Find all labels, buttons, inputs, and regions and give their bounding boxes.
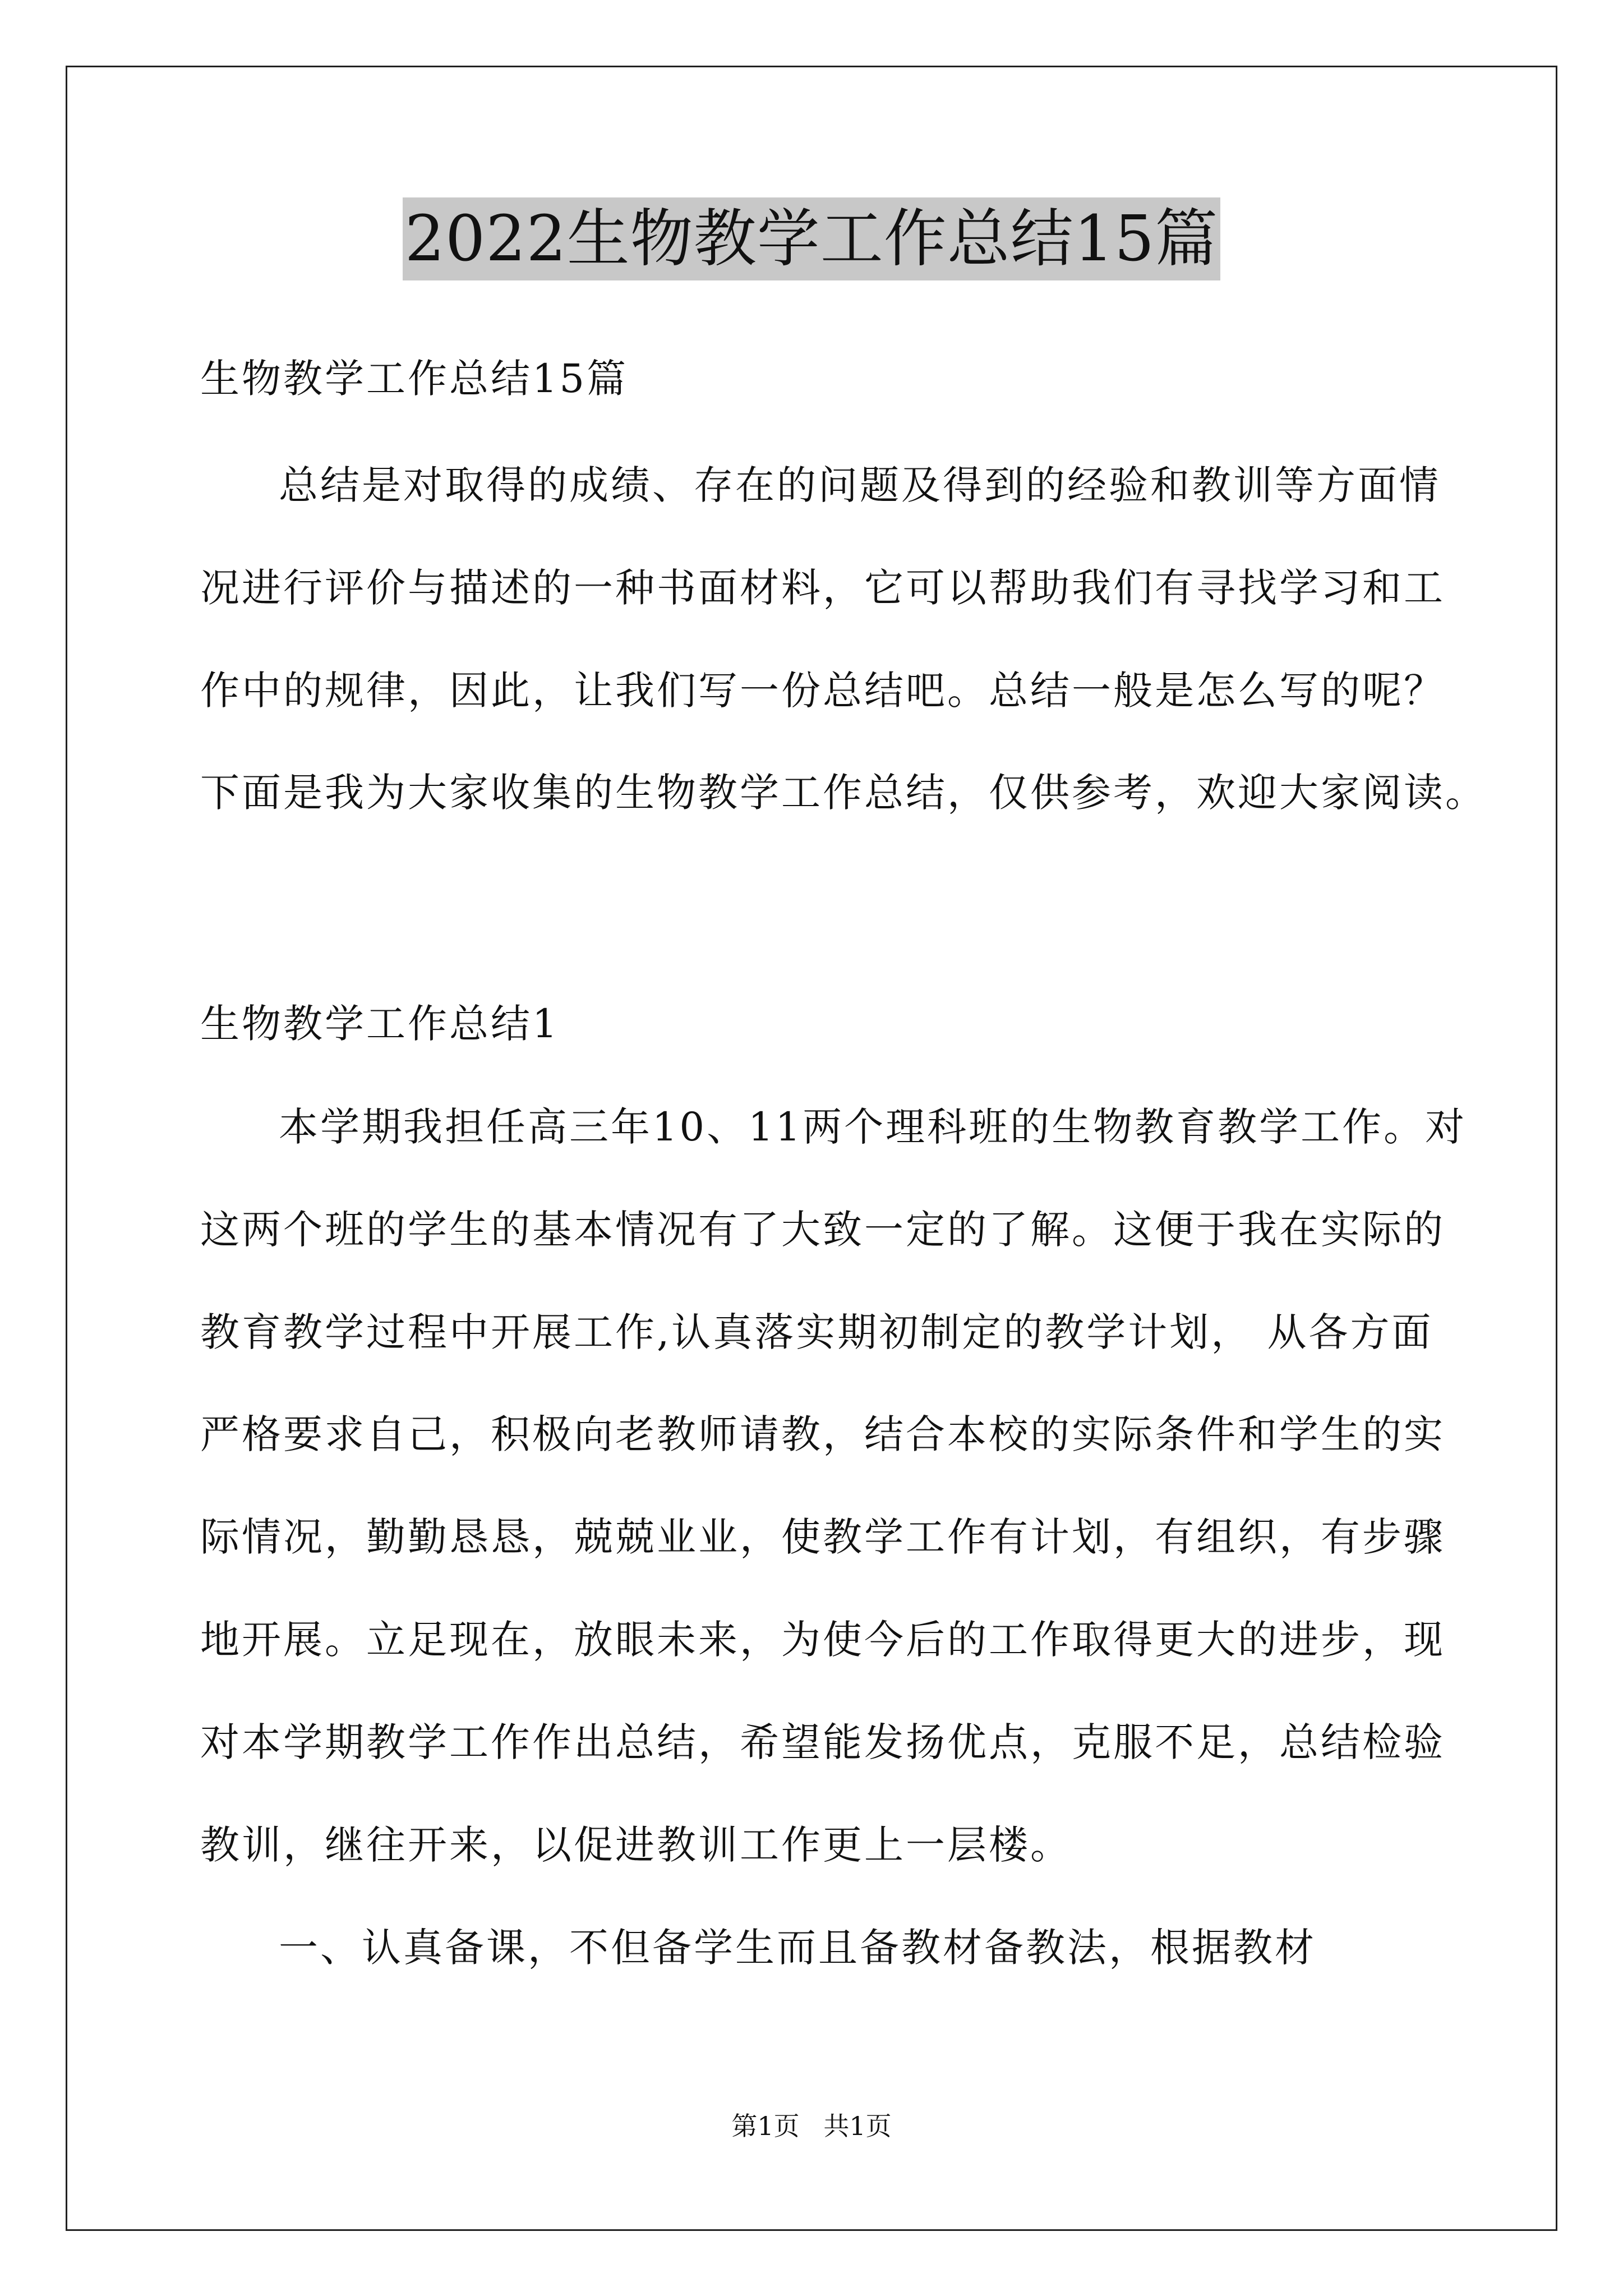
title-container [0,197,1623,280]
body-line-6: 地开展。立足现在，放眼未来，为使今后的工作取得更大的进步，现 [200,1617,1445,1663]
body-line-9: 一、认真备课，不但备学生而且备教材备教法，根据教材 [279,1925,1316,1971]
body-line-7: 对本学期教学工作作出总结，希望能发扬优点，克服不足，总结检验 [200,1719,1445,1765]
body-line-2: 这两个班的学生的基本情况有了大致一定的了解。这便于我在实际的 [200,1207,1445,1253]
body-line-5: 际情况，勤勤恳恳，兢兢业业，使教学工作有计划，有组织，有步骤 [200,1514,1445,1560]
body-line-1: 本学期我担任高三年10、11两个理科班的生物教育教学工作。对 [279,1104,1467,1150]
section-heading: 生物教学工作总结1 [200,1001,560,1047]
body-line-4: 严格要求自己，积极向老教师请教，结合本校的实际条件和学生的实 [200,1411,1445,1457]
body-line-3: 教育教学过程中开展工作,认真落实期初制定的教学计划， 从各方面 [200,1309,1433,1355]
intro-line-4: 下面是我为大家收集的生物教学工作总结，仅供参考，欢迎大家阅读。 [200,770,1487,816]
subtitle: 生物教学工作总结15篇 [200,356,629,402]
intro-line-3: 作中的规律，因此，让我们写一份总结吧。总结一般是怎么写的呢？ [200,668,1445,714]
page-footer [0,2109,1623,2143]
intro-line-1: 总结是对取得的成绩、存在的问题及得到的经验和教训等方面情 [279,462,1441,508]
page-number-current: 第1页 [731,2111,800,2141]
document-title: 2022生物教学工作总结15篇 [403,197,1221,280]
intro-line-2: 况进行评价与描述的一种书面材料，它可以帮助我们有寻找学习和工 [200,565,1445,611]
page-number-total: 共1页 [823,2111,892,2141]
body-line-8: 教训，继往开来，以促进教训工作更上一层楼。 [200,1822,1072,1868]
